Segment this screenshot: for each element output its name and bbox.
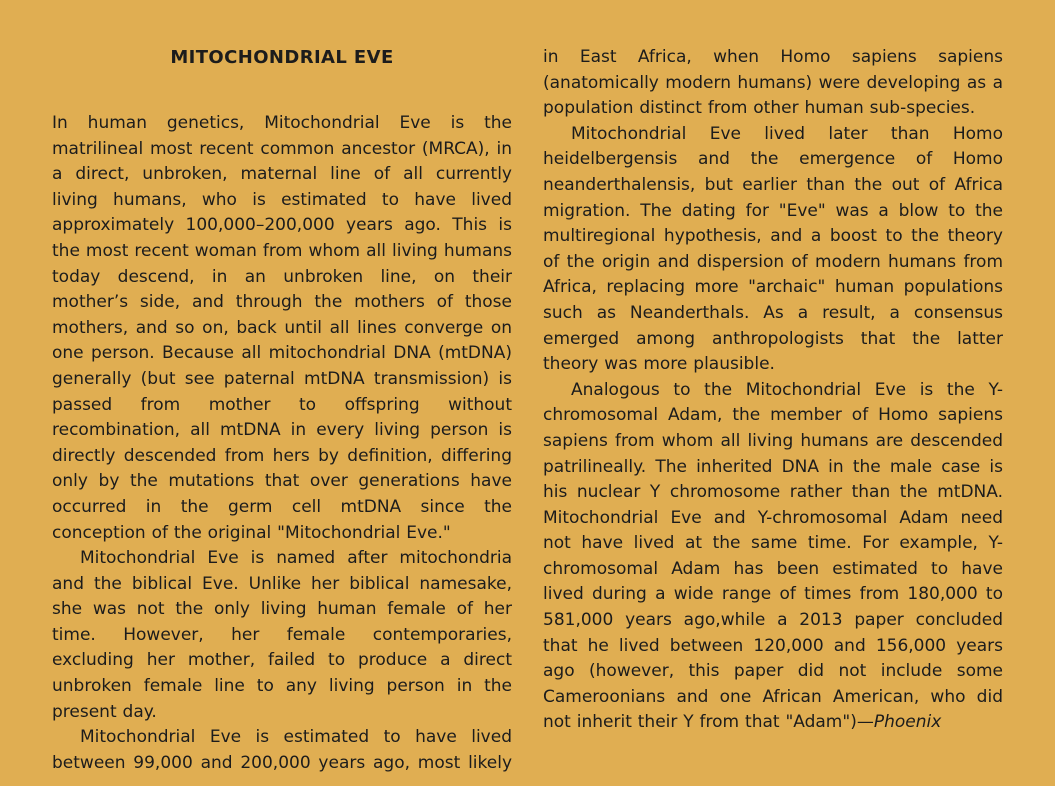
- paragraph-naming: Mitochondrial Eve is named after mitochondria and the biblical Eve. Unlike her biblical namesake, she was not the only living human female of her time. However, her female contemporaries, excluding her mother, failed to produce a direct unbroken female line to any living person in the present day.: [52, 548, 512, 722]
- paragraph-y-adam: [543, 378, 1003, 736]
- paragraph-dating: Mitochondrial Eve lived later than Homo heidelbergensis and the emergence of Homo neanderthalensis, but earlier than the out of Africa migration. The dating for "Eve" was a blow to the multiregional hypothesis, and a boost to the theory of the origin and dispersion of modern humans from Africa, replacing more "archaic" human populations such as Neanderthals. As a result, a consensus emerged among anthropologists that the latter theory was more plausible.: [543, 123, 1003, 375]
- right-column: [543, 45, 1003, 766]
- left-column: [52, 45, 512, 773]
- page-title: MITOCHONDRIAL EVE: [170, 47, 394, 68]
- paragraph-lived-continued: in East Africa, when Homo sapiens sapiens (anatomically modern humans) were developing as a population distinct from other human sub-species.: [543, 47, 1003, 119]
- author-signature: Phoenix: [873, 712, 942, 733]
- paragraph-intro: In human genetics, Mitochondrial Eve is the matrilineal most recent common ancestor (MRCA), in a direct, unbroken, maternal line of all currently living humans, who is estimated to have lived approximately 100,000–200,000 years ago. This is the most recent woman from whom all living humans today descend, in an unbroken line, on their mother’s side, and through the mothers of those mothers, and so on, back until all lines converge on one person. Because all mitochondrial DNA (mtDNA) generally (but see paternal mtDNA transmission) is passed from mother to offspring without recombination, all mtDNA in every living person is directly descended from hers by definition, differing only by the mutations that over generations have occurred in the germ cell mtDNA since the conception of the original "Mitochondrial Eve.": [52, 113, 512, 543]
- paragraph-lived-start: Mitochondrial Eve is estimated to have lived between 99,000 and 200,000 years ago, most likely: [52, 727, 512, 773]
- paragraph-y-adam-text: Analogous to the Mitochondrial Eve is the Y-chromosomal Adam, the member of Homo sapiens sapiens from whom all living humans are descended patrilineally. The inherited DNA in the male case is his nuclear Y chromosome rather than the mtDNA. Mitochondrial Eve and Y-chromosomal Adam need not have lived at the same time. For example, Y-chromosomal Adam has been estimated to have lived during a wide range of times from 180,000 to 581,000 years ago,while a 2013 paper concluded that he lived between 120,000 and 156,000 years ago (however, this paper did not include some Cameroonians and one African American, who did not inherit their Y from that "Adam")—: [543, 379, 1003, 733]
